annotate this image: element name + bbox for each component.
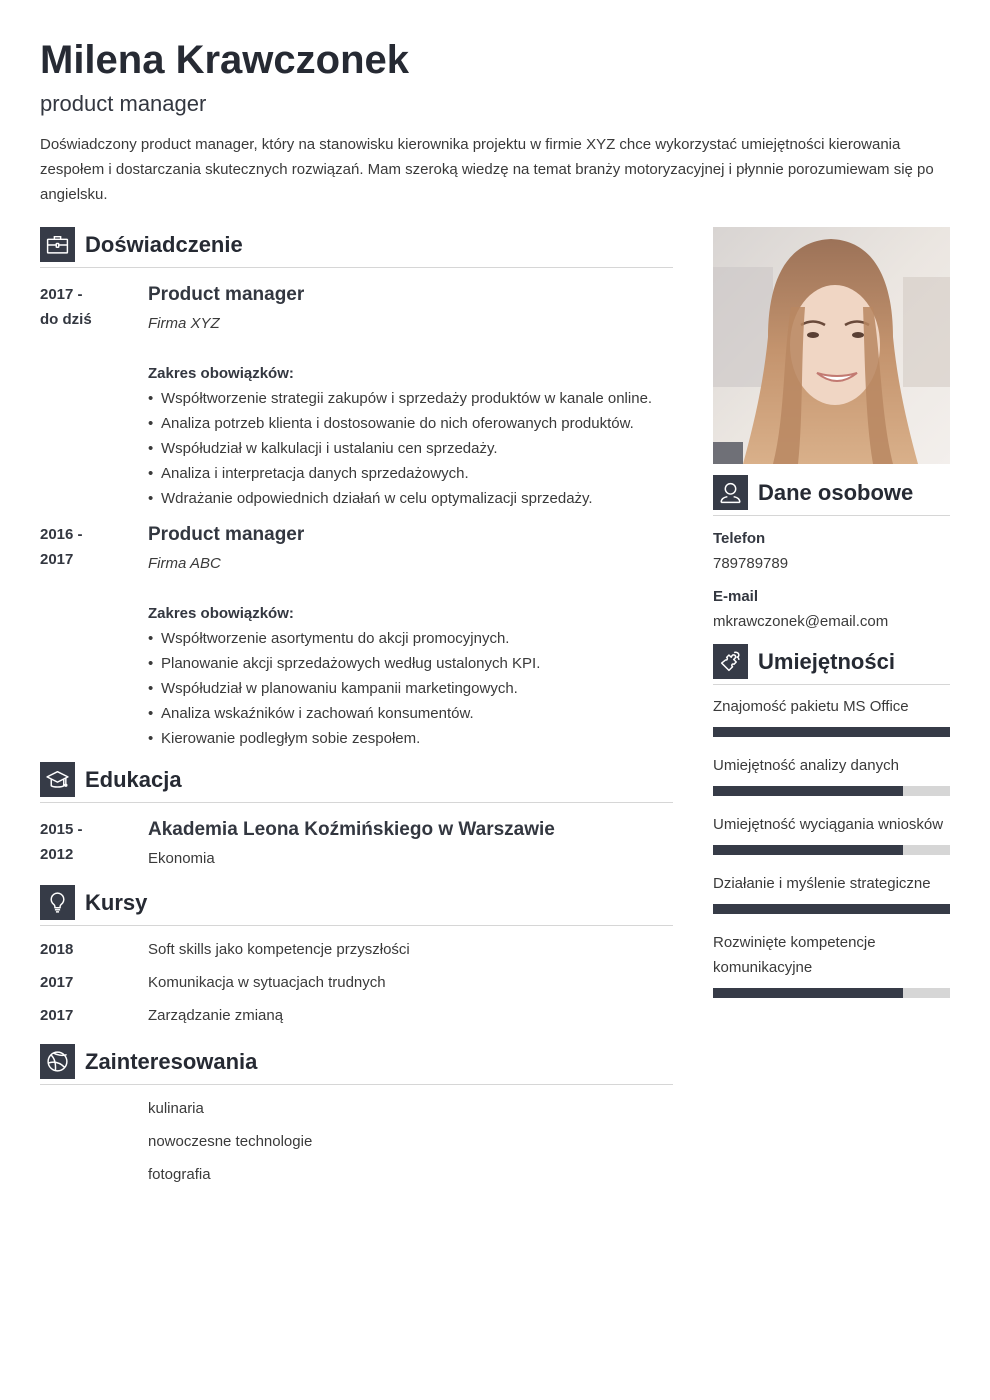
skill-item [713, 753, 950, 796]
entry-body [148, 282, 673, 511]
skill-level-bar [713, 786, 950, 796]
position-title: Product manager [148, 524, 305, 545]
duties-label: Zakres obowiązków: [148, 605, 294, 622]
personal-data-section [713, 475, 950, 634]
duty-item: • Współtworzenie asortymentu do akcji promocyjnych. [148, 626, 673, 651]
skill-level-fill [713, 727, 950, 737]
candidate-name: Milena Krawczonek [40, 38, 410, 82]
email-value[interactable]: mkrawczonek@email.com [713, 613, 889, 630]
interests-section [40, 1044, 673, 1195]
field-of-study: Ekonomia [148, 850, 215, 867]
phone-value: 789789789 [713, 555, 789, 572]
section-title: Umiejętności [758, 649, 895, 674]
section-header-courses [40, 885, 673, 926]
skill-item [713, 871, 950, 914]
date-from: 2017 - [40, 286, 83, 303]
course-name: Soft skills jako kompetencje przyszłości [148, 941, 410, 958]
school-name: Akademia Leona Koźmińskiego w Warszawie [148, 819, 555, 840]
skill-level-bar [713, 988, 950, 998]
skills-list [713, 694, 950, 998]
course-year: 2017 [40, 974, 74, 991]
interest-item: fotografia [148, 1166, 211, 1183]
skill-level-fill [713, 786, 903, 796]
course-year: 2017 [40, 1007, 74, 1024]
contact-email [713, 584, 950, 634]
entry-date [40, 282, 148, 511]
duties-label: Zakres obowiązków: [148, 365, 294, 382]
company-name: Firma ABC [148, 555, 221, 572]
section-header-skills [713, 644, 950, 685]
section-title: Zainteresowania [85, 1049, 258, 1074]
main-column [40, 227, 673, 1195]
sidebar-column [713, 227, 950, 998]
section-title: Doświadczenie [85, 232, 243, 257]
duty-item: • Kierowanie podległym sobie zespołem. [148, 726, 673, 751]
profile-photo [713, 227, 950, 464]
skill-name: Rozwinięte kompetencje komunikacyjne [713, 934, 876, 976]
duty-item: • Planowanie akcji sprzedażowych według ustalonych KPI. [148, 651, 673, 676]
experience-section [40, 227, 673, 751]
user-icon [713, 475, 748, 510]
education-entry [40, 817, 673, 871]
entry-date [40, 522, 148, 751]
interest-item: nowoczesne technologie [148, 1133, 313, 1150]
date-from: 2016 - [40, 526, 83, 543]
course-name: Zarządzanie zmianą [148, 1007, 284, 1024]
briefcase-icon [40, 227, 75, 262]
company-name: Firma XYZ [148, 315, 220, 332]
skill-level-fill [713, 904, 950, 914]
course-item [40, 1003, 673, 1036]
job-title: product manager [40, 91, 207, 116]
section-title: Edukacja [85, 767, 182, 792]
skill-name: Umiejętność wyciągania wniosków [713, 816, 944, 833]
experience-entry [40, 522, 673, 751]
interests-list [40, 1096, 673, 1195]
skills-section [713, 644, 950, 998]
duties-list [148, 626, 673, 751]
skill-name: Umiejętność analizy danych [713, 757, 899, 774]
basketball-icon [40, 1044, 75, 1079]
skill-level-bar [713, 904, 950, 914]
date-to: 2017 [40, 551, 74, 568]
duty-item: • Współtworzenie strategii zakupów i sprzedaży produktów w kanale online. [148, 386, 673, 411]
course-year: 2018 [40, 941, 74, 958]
skill-name: Znajomość pakietu MS Office [713, 698, 909, 715]
skill-item [713, 694, 950, 737]
date-to: do dziś [40, 311, 92, 328]
phone-label: Telefon [713, 530, 766, 547]
duty-item: • Współudział w planowaniu kampanii marketingowych. [148, 676, 673, 701]
skill-level-fill [713, 845, 903, 855]
date-to: 2012 [40, 846, 74, 863]
duty-item: • Analiza wskaźników i zachowań konsumentów. [148, 701, 673, 726]
section-header-experience [40, 227, 673, 268]
education-section [40, 762, 673, 871]
graduation-cap-icon [40, 762, 75, 797]
duty-item: • Współudział w kalkulacji i ustalaniu cen sprzedaży. [148, 436, 673, 461]
portrait-illustration [713, 227, 950, 464]
puzzle-icon [713, 644, 748, 679]
lightbulb-icon [40, 885, 75, 920]
course-item [40, 970, 673, 1003]
skill-level-bar [713, 727, 950, 737]
section-title: Kursy [85, 890, 148, 915]
skill-item [713, 930, 950, 998]
position-title: Product manager [148, 284, 305, 305]
skill-name: Działanie i myślenie strategiczne [713, 875, 931, 892]
course-name: Komunikacja w sytuacjach trudnych [148, 974, 386, 991]
email-label: E-mail [713, 588, 759, 605]
section-header-education [40, 762, 673, 803]
experience-entry [40, 282, 673, 511]
skill-level-bar [713, 845, 950, 855]
section-header-personal [713, 475, 950, 516]
course-item [40, 937, 673, 970]
entry-body [148, 817, 673, 871]
skill-item [713, 812, 950, 855]
profile-summary: Doświadczony product manager, który na stanowisku kierownika projektu w firmie XYZ chce wykorzystać umiejętności kierowania zespołem i dostarczania skutecznych rozwiązań. Mam szeroką wiedzę na temat branży motoryzacyjnej i płynnie porozumiewam się po angielsku. [40, 136, 934, 203]
duty-item: • Analiza potrzeb klienta i dostosowanie do nich oferowanych produktów. [148, 411, 673, 436]
duties-list [148, 386, 673, 511]
entry-body [148, 522, 673, 751]
section-header-interests [40, 1044, 673, 1085]
section-title: Dane osobowe [758, 480, 914, 505]
duty-item: • Analiza i interpretacja danych sprzedażowych. [148, 461, 673, 486]
date-from: 2015 - [40, 821, 83, 838]
courses-list [40, 937, 673, 1036]
duty-item: • Wdrażanie odpowiednich działań w celu optymalizacji sprzedaży. [148, 486, 673, 511]
courses-section [40, 885, 673, 1036]
entry-date [40, 817, 148, 871]
contact-phone [713, 526, 950, 576]
interest-item: kulinaria [148, 1100, 204, 1117]
skill-level-fill [713, 988, 903, 998]
